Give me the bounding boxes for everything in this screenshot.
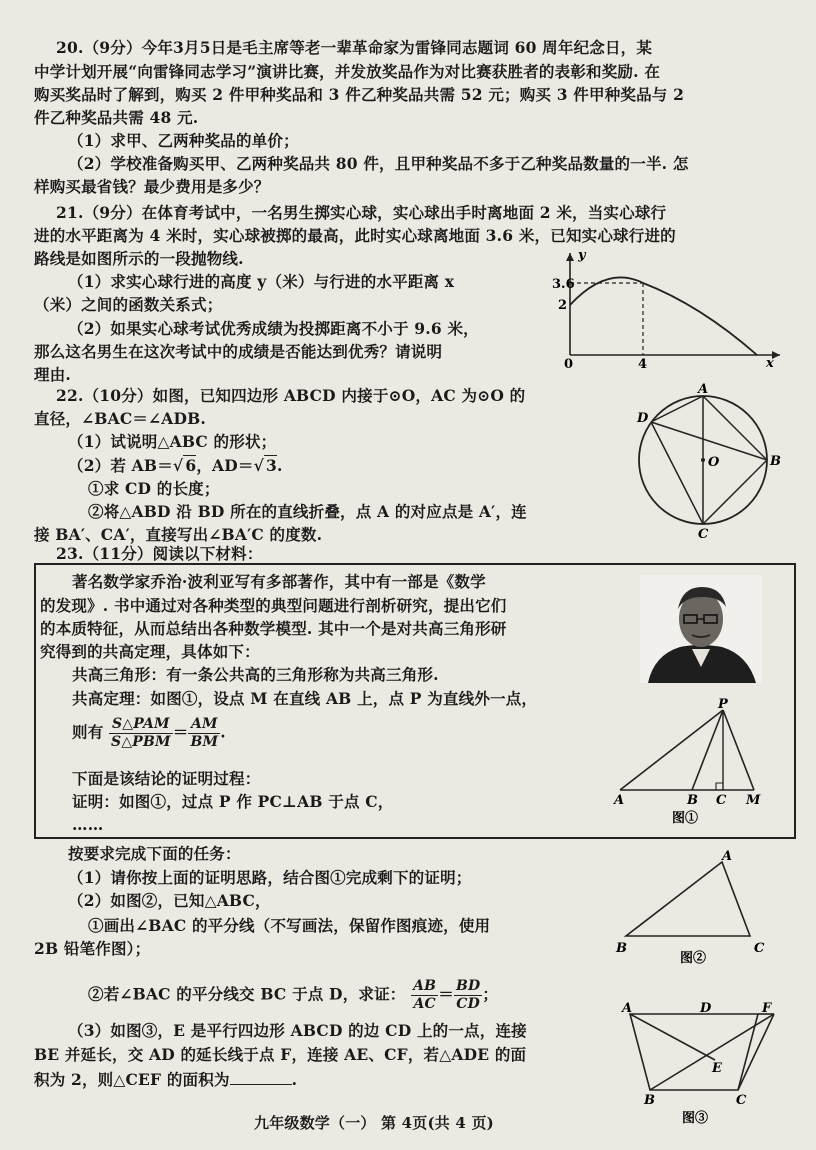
q22-part2-mid: ，AD＝	[196, 456, 254, 475]
box-equals: ＝	[172, 722, 189, 742]
q20-part1: （1）求甲、乙两种奖品的单价；	[68, 131, 299, 150]
parabola-graph	[550, 245, 790, 370]
frac-seg-den: BM	[190, 734, 219, 750]
graph-y-label: y	[578, 248, 586, 263]
q23-t2: （2）如图②，已知△ABC，	[68, 891, 271, 910]
figure-1	[608, 698, 773, 830]
q23-t2b: ②若∠BAC 的平分线交 BC 于点 D，求证： $\frac{AB}{AC}$ ＝ $\frac{BD}{CD}$ ；	[88, 978, 499, 1012]
circle-label-O: O	[708, 455, 720, 470]
q20-line2: 中学计划开展“向雷锋同志学习”演讲比赛，并发放奖品作为对比赛获胜者的表彰和奖励. 在	[34, 62, 661, 81]
fig2-caption: 图②	[680, 951, 707, 966]
box-line6: 共高定理：如图①，设点 M 在直线 AB 上，点 P 为直线外一点，	[72, 689, 538, 708]
circle-label-C: C	[698, 527, 709, 542]
fig2-label-A: A	[722, 849, 733, 864]
q23-t3a: （3）如图③，E 是平行四边形 ABCD 的边 CD 上的一点，连接	[68, 1021, 527, 1040]
q22-line1: 22.（10分）如图，已知四边形 ABCD 内接于⊙O，AC 为⊙O 的	[56, 386, 526, 405]
page-footer: 九年级数学（一） 第 4页(共 4 页)	[254, 1114, 494, 1132]
frac-area-num: S△PAM	[109, 716, 173, 734]
box-line7-pre: 则有	[72, 722, 104, 742]
circle-label-D: D	[637, 411, 649, 426]
sqrt-ab: 6	[185, 456, 197, 475]
frac-seg-num: AM	[188, 716, 220, 734]
q23-t2a: ①画出∠BAC 的平分线（不写画法，保留作图痕迹，使用	[88, 916, 491, 935]
q21-part2c: 理由.	[34, 365, 71, 384]
q22-part1: （1）试说明△ABC 的形状；	[68, 432, 277, 451]
frac-ac: AC	[413, 996, 436, 1012]
fig2-label-B: B	[616, 941, 627, 956]
graph-label-2: 2	[558, 298, 568, 313]
figure-2	[612, 848, 782, 970]
q20-part2a: （2）学校准备购买甲、乙两种奖品共 80 件，且甲种奖品不多于乙种奖品数量的一半. 怎	[68, 154, 689, 173]
box-line9: 证明：如图①，过点 P 作 PC⊥AB 于点 C，	[72, 792, 394, 811]
q21-line3: 路线是如图所示的一段抛物线.	[34, 249, 244, 268]
q23-t2b-pre: ②若∠BAC 的平分线交 BC 于点 D，求证：	[88, 984, 406, 1004]
q22-part2-end: .	[276, 456, 283, 475]
q23-t3c-text: 积为 2，则△CEF 的面积为	[34, 1070, 230, 1089]
q20-line1: 20.（9分）今年3月5日是毛主席等老一辈革命家为雷锋同志题词 60 周年纪念日，某	[56, 38, 653, 57]
answer-blank[interactable]	[230, 1068, 292, 1085]
fig2-label-C: C	[754, 941, 765, 956]
portrait-image	[640, 575, 762, 683]
q20-line4: 件乙种奖品共需 48 元.	[34, 108, 199, 127]
box-line2: 的发现》. 书中通过对各种类型的典型问题进行剖析研究，提出它们	[40, 596, 507, 615]
box-line7-end: .	[220, 722, 226, 742]
frac-ab: AB	[413, 978, 437, 994]
circle-label-A: A	[698, 382, 709, 397]
box-line4: 究得到的共高定理，具体如下：	[40, 642, 260, 661]
q23-t2b-end: ；	[482, 984, 499, 1004]
fraction-area-ratio	[109, 716, 173, 751]
fig3-label-A: A	[622, 1001, 633, 1016]
q23-t2a2: 2B 铅笔作图）；	[34, 939, 151, 958]
fig1-label-P: P	[718, 698, 728, 712]
box-line3: 的本质特征，从而总结出各种数学模型. 其中一个是对共高三角形研	[40, 619, 507, 638]
graph-origin: 0	[564, 357, 574, 370]
fig3-label-C: C	[736, 1093, 747, 1108]
fig3-label-E: E	[712, 1061, 722, 1076]
graph-label-4: 4	[638, 357, 648, 370]
fig1-label-A: A	[614, 793, 625, 808]
graph-x-label: x	[766, 356, 774, 370]
frac-cd: CD	[456, 996, 480, 1012]
fraction-bd-cd	[454, 978, 482, 1013]
q21-line1: 21.（9分）在体育考试中，一名男生掷实心球，实心球出手时离地面 2 米，当实心球行	[56, 203, 667, 222]
q22-sub2a: ②将△ABD 沿 BD 所在的直线折叠，点 A 的对应点是 A′，连	[88, 502, 527, 521]
frac-area-den: S△PBM	[111, 734, 171, 750]
fig1-label-B: B	[687, 793, 698, 808]
frac-bd: BD	[455, 978, 481, 994]
fig3-caption: 图③	[682, 1111, 709, 1126]
q21-part2b: 那么这名男生在这次考试中的成绩是否能达到优秀？请说明	[34, 342, 443, 361]
circle-figure	[615, 382, 785, 542]
fig3-label-B: B	[644, 1093, 655, 1108]
q23-t1: （1）请你按上面的证明思路，结合图①完成剩下的证明；	[68, 868, 472, 887]
q20-part2b: 样购买最省钱？最少费用是多少？	[34, 177, 270, 196]
fig3-label-F: F	[762, 1001, 772, 1016]
figure-3	[612, 1000, 788, 1130]
q21-line2: 进的水平距离为 4 米时，实心球被掷的最高，此时实心球离地面 3.6 米，已知实心球行进的	[34, 226, 676, 245]
q21-part2a: （2）如果实心球考试优秀成绩为投掷距离不小于 9.6 米，	[68, 319, 479, 338]
sqrt-ad: 3	[265, 456, 277, 475]
q21-part1b: （米）之间的函数关系式；	[34, 295, 223, 314]
fig1-label-M: M	[746, 793, 761, 808]
q22-line2: 直径，∠BAC＝∠ADB.	[34, 409, 207, 428]
q23-t3c-end: .	[291, 1070, 298, 1089]
q22-part2-pre: （2）若 AB＝	[68, 456, 173, 475]
fraction-segment-ratio	[188, 716, 220, 751]
box-line7	[72, 716, 226, 751]
q23-t3c	[34, 1068, 297, 1091]
circle-label-B: B	[770, 454, 781, 469]
q22-sub2b: 接 BA′、CA′，直接写出∠BA′C 的度数.	[34, 525, 323, 544]
q22-part2: （2）若 AB＝√ 6，AD＝√ 3.	[68, 456, 283, 475]
q22-sub1: ①求 CD 的长度；	[88, 479, 220, 498]
graph-label-3-6: 3.6	[552, 277, 575, 292]
box-line8: 下面是该结论的证明过程：	[72, 769, 261, 788]
fraction-ab-ac	[411, 978, 438, 1013]
box-line10: ……	[72, 815, 104, 834]
q23-task: 按要求完成下面的任务：	[68, 844, 241, 863]
fig1-caption: 图①	[672, 811, 699, 826]
q23-header: 23.（11分）阅读以下材料：	[56, 544, 263, 563]
fig1-label-C: C	[716, 793, 727, 808]
fig3-label-D: D	[700, 1001, 712, 1016]
box-line5: 共高三角形：有一条公共高的三角形称为共高三角形.	[72, 665, 439, 684]
q21-part1a: （1）求实心球行进的高度 y（米）与行进的水平距离 x	[68, 272, 455, 291]
box-line1: 著名数学家乔治·波利亚写有多部著作，其中有一部是《数学	[72, 572, 486, 591]
q23-t3b: BE 并延长，交 AD 的延长线于点 F，连接 AE、CF，若△ADE 的面	[34, 1045, 527, 1064]
q20-line3: 购买奖品时了解到，购买 2 件甲种奖品和 3 件乙种奖品共需 52 元；购买 3 件甲种奖品与 2	[34, 85, 685, 104]
